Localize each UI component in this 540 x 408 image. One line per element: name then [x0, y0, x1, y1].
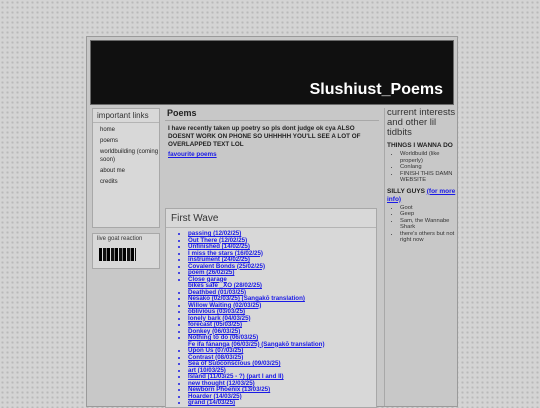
list-item: • Worldbuild (like properly) [400, 151, 457, 164]
list-item: • Conlang [400, 164, 457, 171]
poem-link[interactable]: • Newborn Phoenix (13/03/25) [188, 387, 376, 394]
main-content [165, 108, 379, 406]
list-item: • Geep [400, 211, 457, 218]
poem-link[interactable]: • poem (26/02/25) [188, 270, 376, 277]
first-wave-title: First Wave [166, 209, 376, 228]
poem-link[interactable]: • lonely bark (04/03/25) [188, 316, 376, 323]
poem-link[interactable]: • Donkey (06/03/25) [188, 329, 376, 336]
silly-guys-title: SILLY GUYS [387, 187, 425, 195]
silly-guys-heading [387, 188, 457, 204]
first-wave-box [165, 208, 377, 408]
poem-link[interactable]: • Covalent Bonds (25/02/25) [188, 264, 376, 271]
poem-link[interactable]: • oblivious (03/03/25) [188, 309, 376, 316]
poem-link[interactable]: • passing (12/02/25) [188, 231, 376, 238]
nav-link-worldbuilding[interactable]: worldbuilding (coming soon) [100, 149, 159, 163]
more-info-link[interactable]: (for more info) [387, 187, 456, 203]
poem-link[interactable]: Fe ifa fánanga (06/03/25) (Sangakō translation) [188, 340, 325, 348]
goat-reaction-label: live goat reaction [97, 236, 143, 242]
things-heading: THINGS I WANNA DO [387, 142, 453, 149]
list-item: • Sam, the Wannabe Shark [400, 218, 457, 231]
nav-link-about-me[interactable]: about me [100, 168, 126, 174]
list-item: • there's others but not right now [400, 231, 457, 244]
page-title: Poems [165, 108, 379, 121]
favourite-poems-link[interactable]: favourite poems [168, 151, 217, 158]
poem-link[interactable]: • Contrast (08/03/25) [188, 355, 376, 362]
important-links-title: important links [93, 109, 159, 123]
poem-link[interactable]: bikes safe _XO (28/02/25) [188, 282, 262, 289]
poem-link[interactable]: • Upon Us (07/03/25) [188, 348, 376, 355]
poem-link[interactable]: • Nothing to do (06/03/25) [188, 335, 376, 342]
poem-link[interactable]: • Hoarder (14/03/25) [188, 394, 376, 401]
poem-link[interactable]: • I miss the stars (16/02/25) [188, 251, 376, 258]
poem-link[interactable]: • Out There (12/02/25) [188, 238, 376, 245]
things-list [387, 151, 457, 184]
nav-list [93, 123, 159, 186]
poem-link[interactable]: • Unfinished (14/02/25) [188, 244, 376, 251]
poem-link[interactable]: • instrument (24/02/25) [188, 257, 376, 264]
nav-link-home[interactable]: home [100, 127, 116, 133]
list-item: • Goot [400, 205, 457, 212]
poem-link[interactable]: • Willow Waiting (02/03/25) [188, 303, 376, 310]
list-item: • FINISH THIS DAMN WEBSITE [400, 171, 457, 184]
right-sidebar [384, 108, 457, 406]
poem-link[interactable]: • grand (14/03/25) [188, 400, 376, 407]
goat-reaction-image [99, 248, 136, 261]
poem-link[interactable]: • forecast (05/03/25) [188, 322, 376, 329]
poem-link[interactable]: • Sea of Subconscious (09/03/25) [188, 361, 376, 368]
header-banner [90, 40, 454, 105]
poem-list [166, 228, 376, 407]
interests-heading: current interests and other lil tidbits [387, 107, 456, 138]
goat-reaction-box [92, 233, 160, 269]
poem-link[interactable]: • Deathbed (01/03/25) [188, 290, 376, 297]
nav-link-credits[interactable]: credits [100, 179, 118, 185]
poem-link[interactable]: • Nesakō (02/03/25) (Sangakō translation) [188, 296, 376, 303]
important-links-box [92, 108, 160, 228]
poem-link[interactable]: • Close garage [188, 277, 376, 284]
poem-link[interactable]: • new thought (12/03/25) [188, 381, 376, 388]
site-title: Slushiust_Poems [309, 81, 443, 98]
intro-text: I have recently taken up poetry so pls dont judge ok cya ALSO DOESNT WORK ON PHONE SO UHHHHH YOU'LL SEE A LOT OF OVERLAPPED TEXT LOL [168, 125, 361, 148]
poem-link[interactable]: • Island (11/03/25 - ?) (part I and II) [188, 374, 376, 381]
page-container [86, 36, 458, 407]
nav-link-poems[interactable]: poems [100, 138, 119, 144]
silly-guys-list [387, 205, 457, 244]
poem-link[interactable]: • art (10/03/25) [188, 368, 376, 375]
